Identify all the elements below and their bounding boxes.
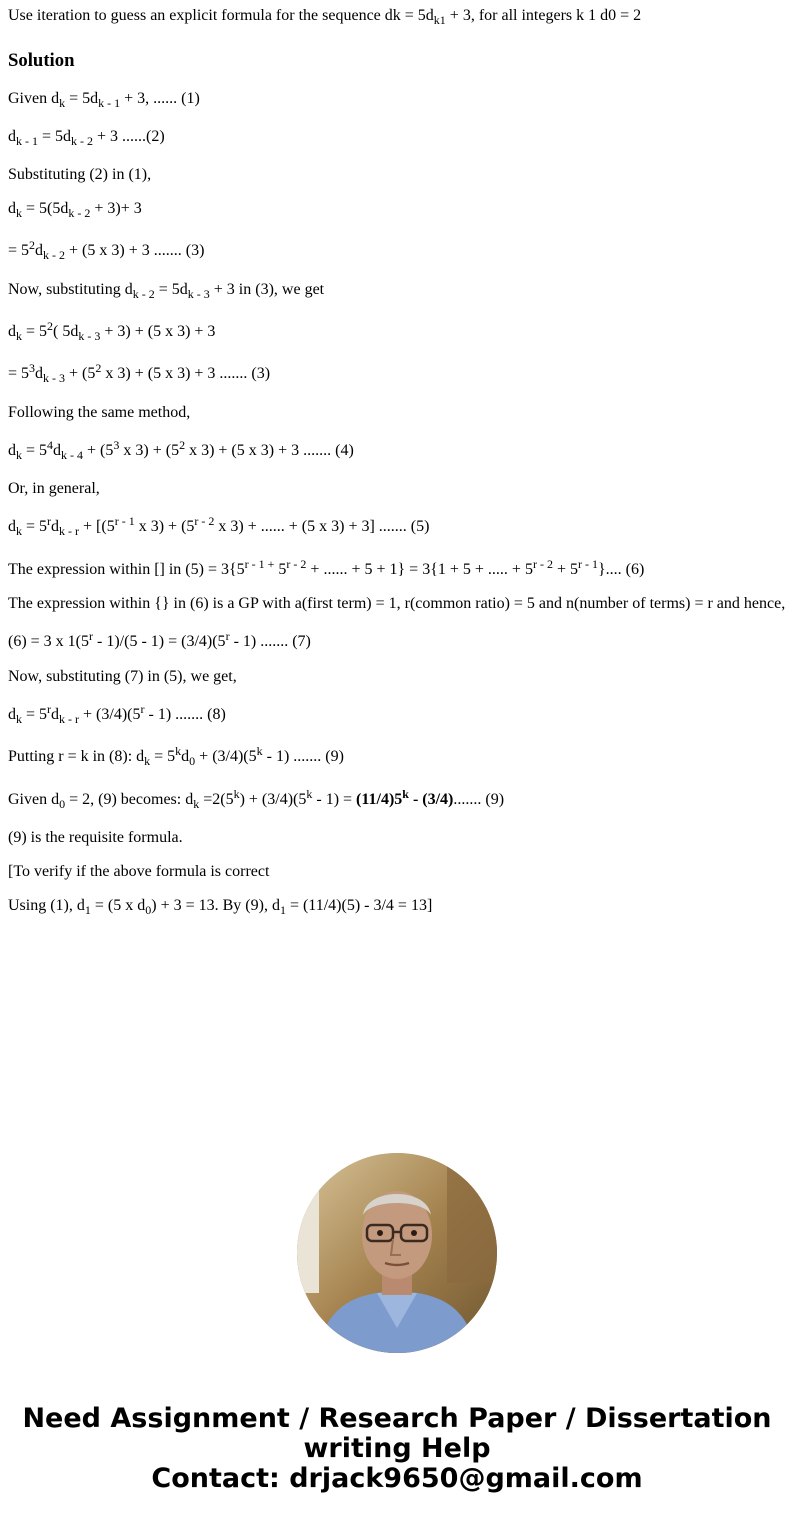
step-line: Given $d_0 = 2$, (9) becomes: $d_k =2(5^k) + (3/4)(5^k - 1) = (11/4)5^k - (3/4)$....... (9) (8, 787, 505, 811)
step-line: $d_k = 5^rd_{k - r} + [(5^{r - 1}$ x $3) + (5^{r - 2}$ x 3) + ...... + (5 x 3) + 3] ....... (5) (8, 514, 430, 538)
step-line: Putting r = k in (8): $d_k = 5^kd_0 + (3/4)(5^k - 1)$ ....... (9) (8, 744, 344, 768)
step-line: Given $d_k = 5d_{k - 1} + 3$, ...... (1) (8, 90, 200, 110)
step-line: $d_k = 5^rd_{k - r} + (3/4)(5^r - 1)$ ....... (8) (8, 702, 226, 726)
step-line: (9) is the requisite formula. (8, 829, 183, 846)
final-formula: (11/4)5$^k$ - (3/4) (356, 787, 454, 808)
step-line: = $5^3d_{k - 3} + (5^2$ x 3) + (5 x 3) + 3 ....... (3) (8, 361, 271, 385)
document-body (8, 0, 788, 917)
footer-line: Need Assignment / Research Paper / Dissertation (22, 1403, 772, 1434)
question-text: Use iteration to guess an explicit formula for the sequence dk = $5d_{k1} + 3$, for all integers k 1 d0 = 2 (8, 7, 642, 27)
portrait-illustration (297, 1153, 497, 1353)
step-line: $d_k = 5^4d_{k - 4} + (5^3$ x $3) + (5^2$ x 3) + (5 x 3) + 3 ....... (4) (8, 438, 354, 462)
step-line: (6) = 3 x $1(5^r - 1)/(5 - 1) = (3/4)(5^r - 1)$ ....... (7) (8, 629, 311, 650)
step-line: The expression within [] in $(5) = 3\{5^{r - 1 +}$ $5^{r - 2}$ + ...... + 5 + 1} = 3{1 + 5 + ..... + $5^{r - 2} + 5^{r - 1}$}.... (6) (8, 557, 645, 578)
footer-line: writing Help (303, 1433, 491, 1464)
step-line: [To verify if the above formula is correct (8, 863, 270, 880)
step-line: $d_{k - 1} = 5d_{k - 2} + 3$ ......(2) (8, 128, 165, 148)
step-line: $d_k = 5^2$( $5d_{k - 3} + 3) + (5$ x 3) + 3 (8, 319, 216, 343)
promo-footer (0, 1404, 794, 1494)
author-photo (297, 1153, 497, 1353)
step-line: = $5^2d_{k - 2} + (5$ x 3) + 3 ....... (3) (8, 238, 205, 262)
step-line: The expression within {} in (6) is a GP with a(first term) = 1, r(common ratio) = 5 and n(number of terms) = r and hence, (8, 595, 786, 612)
contact-email: Contact: drjack9650@gmail.com (151, 1463, 643, 1494)
step-line: Using (1), $d_1 = (5$ x $d_0) + 3 = 13$. By (9), $d_1 = (11/4)(5) - 3/4 = 13$] (8, 897, 433, 917)
step-line: Following the same method, (8, 404, 191, 421)
step-line: Now, substituting $d_{k - 2} = 5d_{k - 3} + 3$ in (3), we get (8, 281, 325, 301)
step-line: Substituting (2) in (1), (8, 166, 152, 183)
step-line: $d_k = 5(5d_{k - 2} + 3)+ 3$ (8, 200, 142, 220)
step-line: Now, substituting (7) in (5), we get, (8, 668, 237, 685)
solution-heading: Solution (8, 50, 75, 71)
step-line: Or, in general, (8, 480, 100, 497)
